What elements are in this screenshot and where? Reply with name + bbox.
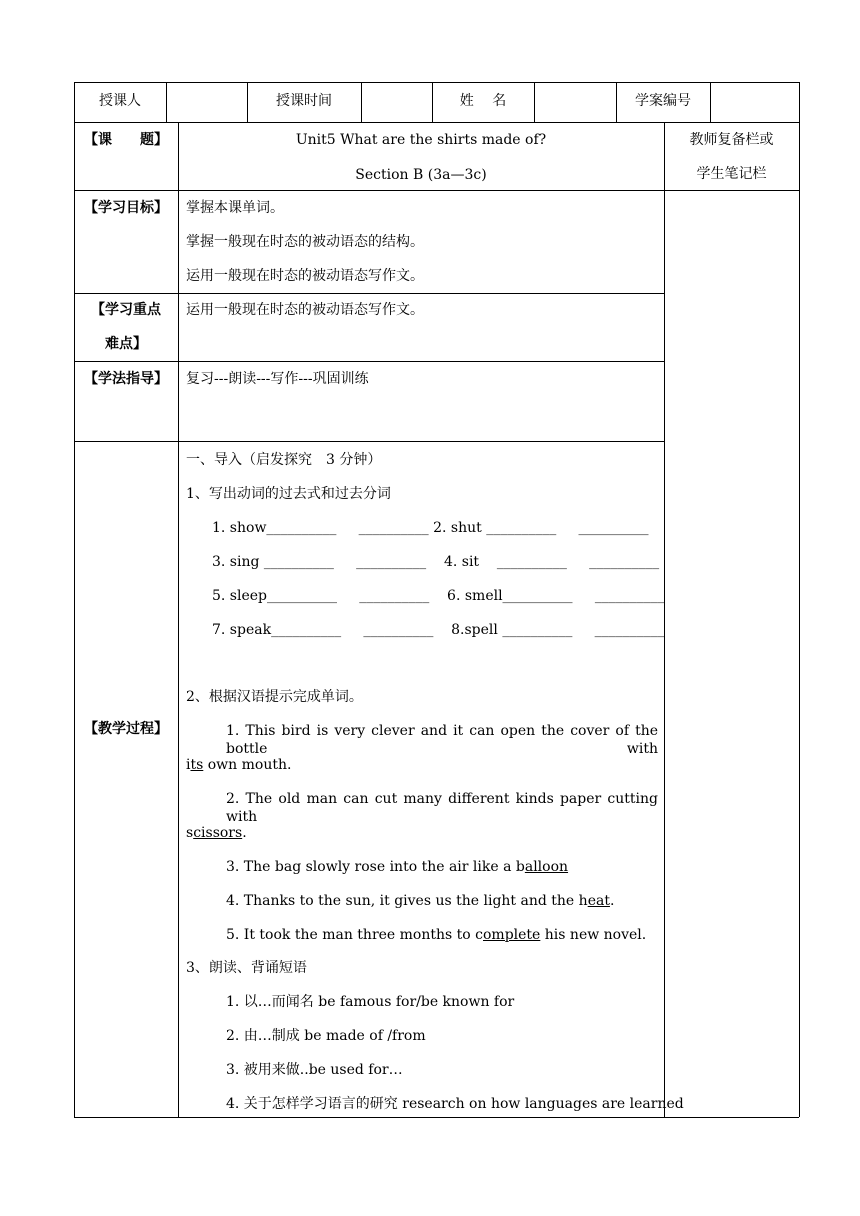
- sentence-2-line1: 2. The old man can cut many different kinds paper cutting with: [226, 791, 658, 825]
- topic-label: 【课 题】: [84, 132, 168, 148]
- sentence-2-line2: scissors.: [186, 825, 247, 841]
- goal-item: 运用一般现在时态的被动语态写作文。: [186, 268, 424, 284]
- intro-heading: 一、导入（启发探究 3 分钟）: [186, 452, 382, 468]
- plan-number-label: 学案编号: [635, 93, 691, 109]
- teacher-label: 授课人: [99, 93, 141, 109]
- verb-row: 1. show__________ __________ 2. shut __________ __________: [212, 520, 649, 536]
- section-title: Section B (3a—3c): [355, 167, 487, 183]
- method-content: 复习---朗读---写作---巩固训练: [186, 371, 369, 387]
- verb-row: 3. sing __________ __________ 4. sit __________ __________: [212, 554, 660, 570]
- class-time-label: 授课时间: [276, 93, 332, 109]
- answer-heat: eat: [587, 893, 610, 909]
- goals-label: 【学习目标】: [84, 200, 168, 216]
- goal-item: 掌握本课单词。: [186, 200, 284, 216]
- key-points-content: 运用一般现在时态的被动语态写作文。: [186, 302, 424, 318]
- sentence-3: 3. The bag slowly rose into the air like a balloon: [226, 859, 569, 875]
- method-label: 【学法指导】: [84, 371, 168, 387]
- phrase-item: 3. 被用来做..be used for…: [226, 1062, 403, 1078]
- answer-its: ts: [190, 757, 204, 773]
- phrase-item: 4. 关于怎样学习语言的研究 research on how languages are learned: [226, 1096, 684, 1112]
- phrase-item: 1. 以…而闻名 be famous for/be known for: [226, 994, 515, 1010]
- sentence-5: 5. It took the man three months to complete his new novel.: [226, 927, 647, 943]
- exercise-1-title: 1、写出动词的过去式和过去分词: [186, 486, 391, 502]
- exercise-3-title: 3、朗读、背诵短语: [186, 960, 307, 976]
- notes-header-line2: 学生笔记栏: [696, 166, 767, 182]
- verb-row: 7. speak__________ __________ 8.spell __________ __________: [212, 622, 665, 638]
- sentence-4: 4. Thanks to the sun, it gives us the light and the heat.: [226, 893, 615, 909]
- answer-balloon: alloon: [524, 859, 569, 875]
- key-points-label-line1: 【学习重点: [91, 302, 161, 318]
- verb-row: 5. sleep__________ __________ 6. smell__________ __________: [212, 588, 665, 604]
- phrase-item: 2. 由…制成 be made of /from: [226, 1028, 426, 1044]
- notes-header-line1: 教师复备栏或: [689, 132, 774, 148]
- answer-complete: omplete: [483, 927, 541, 943]
- exercise-2-title: 2、根据汉语提示完成单词。: [186, 689, 363, 705]
- key-points-label-line2: 难点】: [105, 336, 147, 352]
- name-label: 姓 名: [459, 93, 507, 109]
- sentence-1-line1: 1. This bird is very clever and it can open the cover of the bottle with: [226, 723, 658, 757]
- unit-title: Unit5 What are the shirts made of?: [295, 132, 547, 148]
- sentence-1-line2: its own mouth.: [186, 757, 292, 773]
- process-label: 【教学过程】: [84, 721, 168, 737]
- answer-scissors: cissors: [193, 825, 243, 841]
- goal-item: 掌握一般现在时态的被动语态的结构。: [186, 234, 424, 250]
